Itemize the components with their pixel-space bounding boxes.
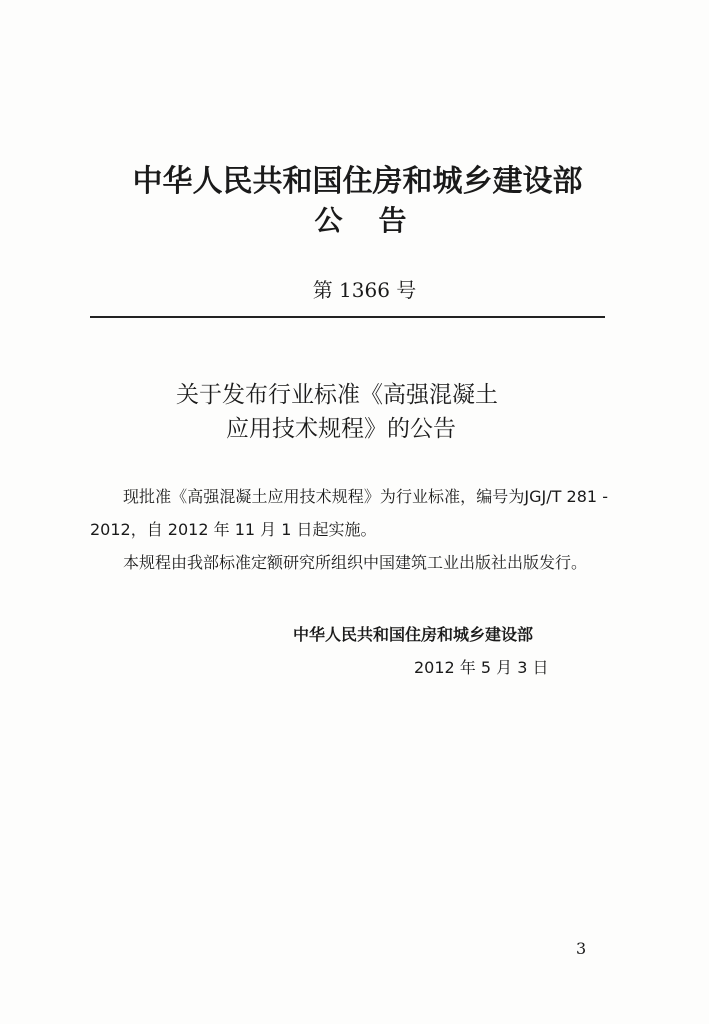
divider-rule — [90, 316, 605, 318]
subject-title-line-2: 应用技术规程》的公告 — [226, 416, 456, 442]
announcement-number: 第 1366 号 — [312, 278, 417, 302]
signature-organization: 中华人民共和国住房和城乡建设部 — [293, 625, 534, 644]
body-paragraph-2: 本规程由我部标准定额研究所组织中国建筑工业出版社出版发行。 — [123, 553, 588, 572]
page-number: 3 — [576, 939, 587, 958]
body-paragraph-1: 现批准《高强混凝土应用技术规程》为行业标准，编号为JGJ/T 281 - 2012，自 2012 年 11 月 1 日起实施。 — [90, 487, 608, 539]
announcement-body — [90, 480, 608, 579]
subject-title-line-1: 关于发布行业标准《高强混凝土 — [176, 382, 498, 408]
signature-date: 2012 年 5 月 3 日 — [414, 658, 549, 677]
notice-heading: 公告 — [314, 204, 443, 237]
issuing-authority-heading: 中华人民共和国住房和城乡建设部 — [132, 164, 583, 199]
